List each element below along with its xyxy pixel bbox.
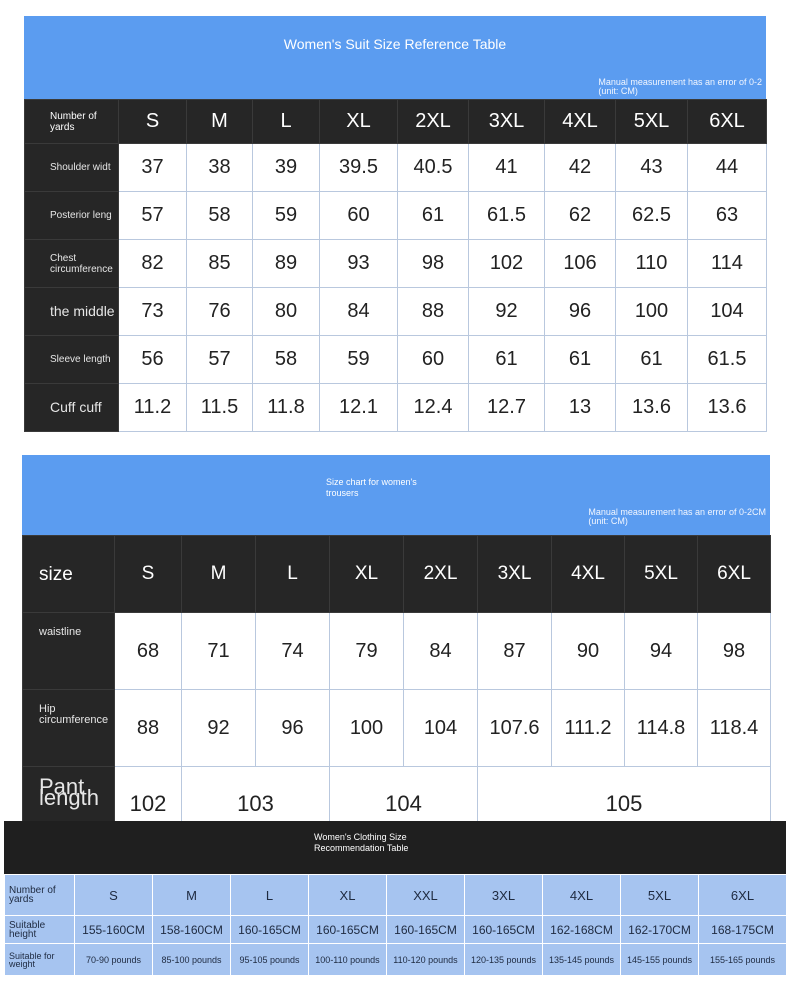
value-cell: 63 (688, 192, 767, 240)
value-cell: 61 (616, 336, 688, 384)
table-row (23, 690, 771, 767)
table-row (25, 144, 767, 192)
size-cell: 5XL (621, 875, 699, 916)
recommendation-title-line1: Women's Clothing Size (314, 832, 407, 842)
trousers-note-line1: Manual measurement has an error of 0-2CM (588, 507, 766, 517)
size-cell: L (256, 536, 330, 613)
size-cell: XL (320, 100, 398, 144)
size-cell: 4XL (552, 536, 625, 613)
size-cell: XL (330, 536, 404, 613)
suit-table-header (24, 16, 766, 99)
value-cell: 13 (545, 384, 616, 432)
row-label: Pant length (23, 767, 115, 842)
row-label: Cuff cuff (25, 384, 119, 432)
value-cell: 98 (698, 613, 771, 690)
table-row (5, 916, 787, 944)
value-cell: 104 (404, 690, 478, 767)
value-cell: 61.5 (469, 192, 545, 240)
value-cell: 98 (398, 240, 469, 288)
value-cell: 102 (115, 767, 182, 842)
value-cell: 40.5 (398, 144, 469, 192)
size-cell: M (187, 100, 253, 144)
value-cell: 60 (320, 192, 398, 240)
value-cell: 79 (330, 613, 404, 690)
row-label: waistline (23, 613, 115, 690)
value-cell: 61 (469, 336, 545, 384)
value-cell: 84 (404, 613, 478, 690)
table-row (5, 944, 787, 976)
value-cell: 39 (253, 144, 320, 192)
value-cell: 58 (187, 192, 253, 240)
size-cell: 3XL (469, 100, 545, 144)
value-cell: 145-155 pounds (621, 944, 699, 976)
value-cell: 58 (253, 336, 320, 384)
suit-note-line2: (unit: CM) (598, 86, 638, 96)
value-cell: 60 (398, 336, 469, 384)
value-cell: 100-110 pounds (309, 944, 387, 976)
value-cell: 107.6 (478, 690, 552, 767)
recommendation-title-line2: Recommendation Table (314, 843, 409, 853)
size-cell: 6XL (688, 100, 767, 144)
trousers-title-line2: trousers (326, 488, 359, 498)
suit-note-line1: Manual measurement has an error of 0-2 (598, 77, 762, 87)
row-label: Suitable height (5, 916, 75, 944)
value-cell: 155-160CM (75, 916, 153, 944)
value-cell: 94 (625, 613, 698, 690)
value-cell: 59 (320, 336, 398, 384)
value-cell: 59 (253, 192, 320, 240)
size-cell: 6XL (699, 875, 787, 916)
size-cell: 6XL (698, 536, 771, 613)
table-row (23, 613, 771, 690)
value-cell: 168-175CM (699, 916, 787, 944)
row-label: Suitable for weight (5, 944, 75, 976)
recommendation-table-header (4, 821, 786, 874)
value-cell: 13.6 (616, 384, 688, 432)
value-cell: 111.2 (552, 690, 625, 767)
table-row (25, 288, 767, 336)
value-cell: 61.5 (688, 336, 767, 384)
table-row (25, 384, 767, 432)
row-label: Posterior leng (25, 192, 119, 240)
trousers-note-line2: (unit: CM) (588, 516, 628, 526)
value-cell: 74 (256, 613, 330, 690)
value-cell: 135-145 pounds (543, 944, 621, 976)
value-cell: 158-160CM (153, 916, 231, 944)
value-cell: 100 (616, 288, 688, 336)
trousers-header-label: size (23, 536, 115, 613)
value-cell: 12.7 (469, 384, 545, 432)
size-cell: XL (309, 875, 387, 916)
value-cell: 160-165CM (231, 916, 309, 944)
size-cell: 2XL (398, 100, 469, 144)
value-cell: 102 (469, 240, 545, 288)
value-cell: 93 (320, 240, 398, 288)
row-label: Sleeve length (25, 336, 119, 384)
value-cell: 162-170CM (621, 916, 699, 944)
size-cell: L (231, 875, 309, 916)
size-cell: L (253, 100, 320, 144)
value-cell: 76 (187, 288, 253, 336)
row-label: Hip circumference (23, 690, 115, 767)
value-cell: 96 (256, 690, 330, 767)
size-cell: 3XL (465, 875, 543, 916)
value-cell: 11.2 (119, 384, 187, 432)
suit-size-table (24, 16, 766, 432)
recommendation-table (4, 821, 786, 976)
value-cell: 104 (330, 767, 478, 842)
value-cell: 155-165 pounds (699, 944, 787, 976)
size-cell: S (119, 100, 187, 144)
suit-grid (24, 99, 767, 432)
trousers-measurement-note (588, 508, 766, 526)
value-cell: 57 (187, 336, 253, 384)
value-cell: 61 (545, 336, 616, 384)
trousers-grid (22, 535, 771, 842)
size-cell: 5XL (625, 536, 698, 613)
value-cell: 114.8 (625, 690, 698, 767)
value-cell: 13.6 (688, 384, 767, 432)
value-cell: 85 (187, 240, 253, 288)
size-cell: XXL (387, 875, 465, 916)
table-row (25, 192, 767, 240)
value-cell: 88 (398, 288, 469, 336)
value-cell: 89 (253, 240, 320, 288)
size-cell: 4XL (545, 100, 616, 144)
value-cell: 62 (545, 192, 616, 240)
value-cell: 88 (115, 690, 182, 767)
value-cell: 106 (545, 240, 616, 288)
row-label: Shoulder widt (25, 144, 119, 192)
value-cell: 12.1 (320, 384, 398, 432)
size-cell: 4XL (543, 875, 621, 916)
value-cell: 85-100 pounds (153, 944, 231, 976)
row-label: Chest circumference (25, 240, 119, 288)
value-cell: 11.5 (187, 384, 253, 432)
value-cell: 96 (545, 288, 616, 336)
value-cell: 100 (330, 690, 404, 767)
value-cell: 87 (478, 613, 552, 690)
size-cell: M (182, 536, 256, 613)
value-cell: 80 (253, 288, 320, 336)
value-cell: 61 (398, 192, 469, 240)
value-cell: 162-168CM (543, 916, 621, 944)
trousers-title-line1: Size chart for women's (326, 477, 417, 487)
value-cell: 82 (119, 240, 187, 288)
value-cell: 160-165CM (465, 916, 543, 944)
value-cell: 11.8 (253, 384, 320, 432)
value-cell: 84 (320, 288, 398, 336)
size-cell: S (75, 875, 153, 916)
value-cell: 110-120 pounds (387, 944, 465, 976)
row-label: the middle (25, 288, 119, 336)
value-cell: 12.4 (398, 384, 469, 432)
value-cell: 41 (469, 144, 545, 192)
value-cell: 118.4 (698, 690, 771, 767)
size-cell: M (153, 875, 231, 916)
value-cell: 68 (115, 613, 182, 690)
trousers-table-title (326, 477, 417, 499)
suit-table-title: Women's Suit Size Reference Table (283, 36, 507, 52)
value-cell: 38 (187, 144, 253, 192)
size-cell: 3XL (478, 536, 552, 613)
value-cell: 39.5 (320, 144, 398, 192)
trousers-table-header (22, 455, 770, 535)
value-cell: 56 (119, 336, 187, 384)
trousers-size-table (22, 455, 770, 842)
suit-header-row (25, 100, 767, 144)
value-cell: 42 (545, 144, 616, 192)
value-cell: 92 (469, 288, 545, 336)
table-row (25, 240, 767, 288)
size-cell: 5XL (616, 100, 688, 144)
value-cell: 73 (119, 288, 187, 336)
recommendation-header-label: Number of yards (5, 875, 75, 916)
value-cell: 104 (688, 288, 767, 336)
value-cell: 120-135 pounds (465, 944, 543, 976)
value-cell: 71 (182, 613, 256, 690)
value-cell: 57 (119, 192, 187, 240)
trousers-header-row (23, 536, 771, 613)
suit-header-label: Number of yards (25, 100, 119, 144)
value-cell: 62.5 (616, 192, 688, 240)
value-cell: 92 (182, 690, 256, 767)
value-cell: 90 (552, 613, 625, 690)
value-cell: 37 (119, 144, 187, 192)
value-cell: 70-90 pounds (75, 944, 153, 976)
table-row (25, 336, 767, 384)
value-cell: 103 (182, 767, 330, 842)
value-cell: 110 (616, 240, 688, 288)
value-cell: 95-105 pounds (231, 944, 309, 976)
value-cell: 105 (478, 767, 771, 842)
recommendation-table-title (314, 832, 408, 854)
recommendation-header-row (5, 875, 787, 916)
value-cell: 160-165CM (309, 916, 387, 944)
value-cell: 43 (616, 144, 688, 192)
value-cell: 160-165CM (387, 916, 465, 944)
size-cell: 2XL (404, 536, 478, 613)
suit-measurement-note (598, 78, 762, 96)
size-cell: S (115, 536, 182, 613)
recommendation-grid (4, 874, 787, 976)
value-cell: 114 (688, 240, 767, 288)
value-cell: 44 (688, 144, 767, 192)
